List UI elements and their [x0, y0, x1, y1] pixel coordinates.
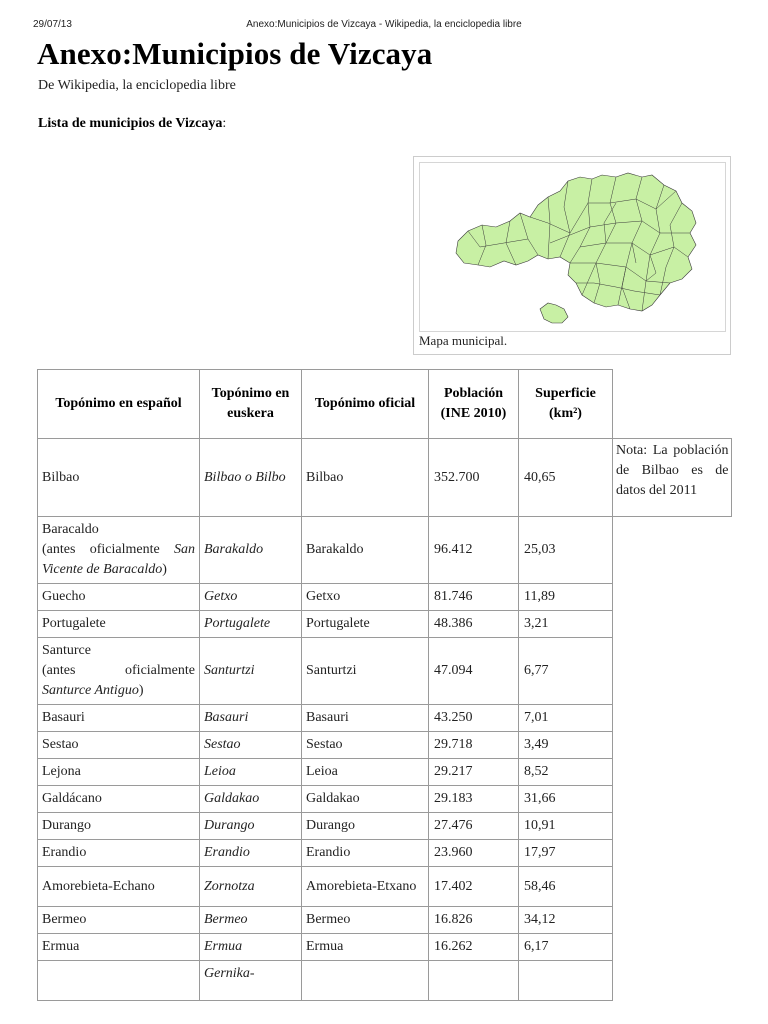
table-row	[38, 611, 732, 638]
row-spacer	[613, 786, 732, 813]
municipalities-table	[37, 369, 732, 1001]
cell-spanish-name[interactable]: Portugalete	[38, 611, 200, 638]
cell-spanish-name[interactable]: Amorebieta-Echano	[38, 867, 200, 907]
table-row	[38, 439, 732, 517]
list-heading-colon: :	[222, 116, 227, 131]
cell-basque-name: Sestao	[200, 732, 302, 759]
row-spacer	[613, 840, 732, 867]
table-row	[38, 517, 732, 584]
cell-basque-name: Gernika-	[200, 961, 302, 1001]
cell-population: 29.217	[429, 759, 519, 786]
cell-basque-name: Basauri	[200, 705, 302, 732]
spanish-name-text[interactable]: Baracaldo	[42, 522, 99, 537]
cell-population: 47.094	[429, 638, 519, 705]
row-spacer	[613, 732, 732, 759]
cell-population: 48.386	[429, 611, 519, 638]
cell-area: 11,89	[519, 584, 613, 611]
cell-population: 43.250	[429, 705, 519, 732]
cell-population: 81.746	[429, 584, 519, 611]
cell-area: 25,03	[519, 517, 613, 584]
cell-area: 7,01	[519, 705, 613, 732]
map-figure	[413, 156, 731, 355]
cell-area: 17,97	[519, 840, 613, 867]
cell-basque-name: Bermeo	[200, 907, 302, 934]
cell-official-name: Basauri	[302, 705, 429, 732]
cell-spanish-name[interactable]: Bilbao	[38, 439, 200, 517]
row-spacer	[613, 517, 732, 584]
cell-basque-name: Getxo	[200, 584, 302, 611]
table-row	[38, 867, 732, 907]
cell-area	[519, 961, 613, 1001]
cell-population	[429, 961, 519, 1001]
cell-population: 29.718	[429, 732, 519, 759]
cell-official-name: Amorebieta-Etxano	[302, 867, 429, 907]
cell-spanish-name[interactable]	[38, 638, 200, 705]
row-spacer	[613, 907, 732, 934]
cell-spanish-name[interactable]: Ermua	[38, 934, 200, 961]
table-row	[38, 786, 732, 813]
print-page-title: Anexo:Municipios de Vizcaya - Wikipedia, la enciclopedia libre	[246, 19, 522, 30]
cell-area: 10,91	[519, 813, 613, 840]
cell-population: 16.826	[429, 907, 519, 934]
cell-basque-name: Santurtzi	[200, 638, 302, 705]
cell-area: 40,65	[519, 439, 613, 517]
table-row	[38, 813, 732, 840]
table-row	[38, 759, 732, 786]
cell-spanish-name[interactable]: Erandio	[38, 840, 200, 867]
cell-area: 34,12	[519, 907, 613, 934]
population-note: Nota: La población de Bilbao es de datos del 2011	[613, 439, 732, 517]
cell-basque-name: Durango	[200, 813, 302, 840]
former-name-note: (antes oficialmente San Vicente de Baracaldo)	[42, 542, 195, 577]
table-row	[38, 840, 732, 867]
header-basque: Topónimo en euskera	[200, 370, 302, 439]
cell-area: 3,21	[519, 611, 613, 638]
cell-area: 58,46	[519, 867, 613, 907]
cell-official-name: Ermua	[302, 934, 429, 961]
cell-area: 6,17	[519, 934, 613, 961]
table-row	[38, 961, 732, 1001]
cell-population: 352.700	[429, 439, 519, 517]
cell-area: 31,66	[519, 786, 613, 813]
cell-official-name: Bermeo	[302, 907, 429, 934]
map-province-outline	[456, 173, 696, 311]
cell-official-name: Galdakao	[302, 786, 429, 813]
header-population: Población (INE 2010)	[429, 370, 519, 439]
cell-spanish-name[interactable]: Galdácano	[38, 786, 200, 813]
cell-population: 96.412	[429, 517, 519, 584]
cell-spanish-name[interactable]: Sestao	[38, 732, 200, 759]
row-spacer	[613, 759, 732, 786]
cell-spanish-name[interactable]: Guecho	[38, 584, 200, 611]
cell-population: 16.262	[429, 934, 519, 961]
header-spacer	[613, 370, 732, 439]
spanish-name-text[interactable]: Santurce	[42, 643, 91, 658]
cell-official-name: Portugalete	[302, 611, 429, 638]
cell-basque-name: Bilbao o Bilbo	[200, 439, 302, 517]
cell-population: 29.183	[429, 786, 519, 813]
map-thumbnail[interactable]	[419, 162, 726, 332]
former-name: Santurce Antiguo	[42, 683, 139, 698]
row-spacer	[613, 611, 732, 638]
cell-area: 6,77	[519, 638, 613, 705]
map-enclave	[540, 303, 568, 323]
cell-basque-name: Erandio	[200, 840, 302, 867]
cell-basque-name: Portugalete	[200, 611, 302, 638]
former-name: San Vicente de Baracaldo	[42, 542, 195, 577]
cell-spanish-name[interactable]: Bermeo	[38, 907, 200, 934]
table-row	[38, 638, 732, 705]
cell-basque-name: Ermua	[200, 934, 302, 961]
cell-population: 17.402	[429, 867, 519, 907]
table-row	[38, 907, 732, 934]
table-row	[38, 732, 732, 759]
print-date: 29/07/13	[33, 19, 72, 30]
header-spanish: Topónimo en español	[38, 370, 200, 439]
cell-official-name: Leioa	[302, 759, 429, 786]
row-spacer	[613, 813, 732, 840]
cell-area: 3,49	[519, 732, 613, 759]
row-spacer	[613, 867, 732, 907]
cell-area: 8,52	[519, 759, 613, 786]
cell-official-name: Barakaldo	[302, 517, 429, 584]
page-title: Anexo:Municipios de Vizcaya	[37, 36, 433, 71]
cell-basque-name: Barakaldo	[200, 517, 302, 584]
cell-basque-name: Zornotza	[200, 867, 302, 907]
cell-official-name: Erandio	[302, 840, 429, 867]
table-row	[38, 584, 732, 611]
cell-spanish-name[interactable]: Lejona	[38, 759, 200, 786]
former-name-note: (antes oficialmente Santurce Antiguo)	[42, 663, 195, 698]
table-row	[38, 934, 732, 961]
page-subtitle: De Wikipedia, la enciclopedia libre	[38, 78, 236, 93]
row-spacer	[613, 705, 732, 732]
cell-official-name: Bilbao	[302, 439, 429, 517]
row-spacer	[613, 961, 732, 1001]
cell-population: 23.960	[429, 840, 519, 867]
cell-official-name	[302, 961, 429, 1001]
row-spacer	[613, 584, 732, 611]
header-official: Topónimo oficial	[302, 370, 429, 439]
row-spacer	[613, 934, 732, 961]
print-header	[0, 19, 768, 33]
cell-basque-name: Leioa	[200, 759, 302, 786]
list-heading-link[interactable]: Lista de municipios de Vizcaya	[38, 116, 223, 131]
cell-official-name: Getxo	[302, 584, 429, 611]
cell-population: 27.476	[429, 813, 519, 840]
table-row	[38, 705, 732, 732]
cell-spanish-name[interactable]	[38, 517, 200, 584]
cell-official-name: Durango	[302, 813, 429, 840]
map-caption: Mapa municipal.	[419, 333, 508, 348]
cell-spanish-name	[38, 961, 200, 1001]
cell-spanish-name[interactable]: Durango	[38, 813, 200, 840]
municipal-map-image[interactable]	[420, 163, 725, 331]
table-header-row	[38, 370, 732, 439]
cell-official-name: Sestao	[302, 732, 429, 759]
cell-official-name: Santurtzi	[302, 638, 429, 705]
cell-spanish-name[interactable]: Basauri	[38, 705, 200, 732]
cell-basque-name: Galdakao	[200, 786, 302, 813]
header-area: Superficie (km²)	[519, 370, 613, 439]
list-heading	[38, 116, 226, 132]
row-spacer	[613, 638, 732, 705]
